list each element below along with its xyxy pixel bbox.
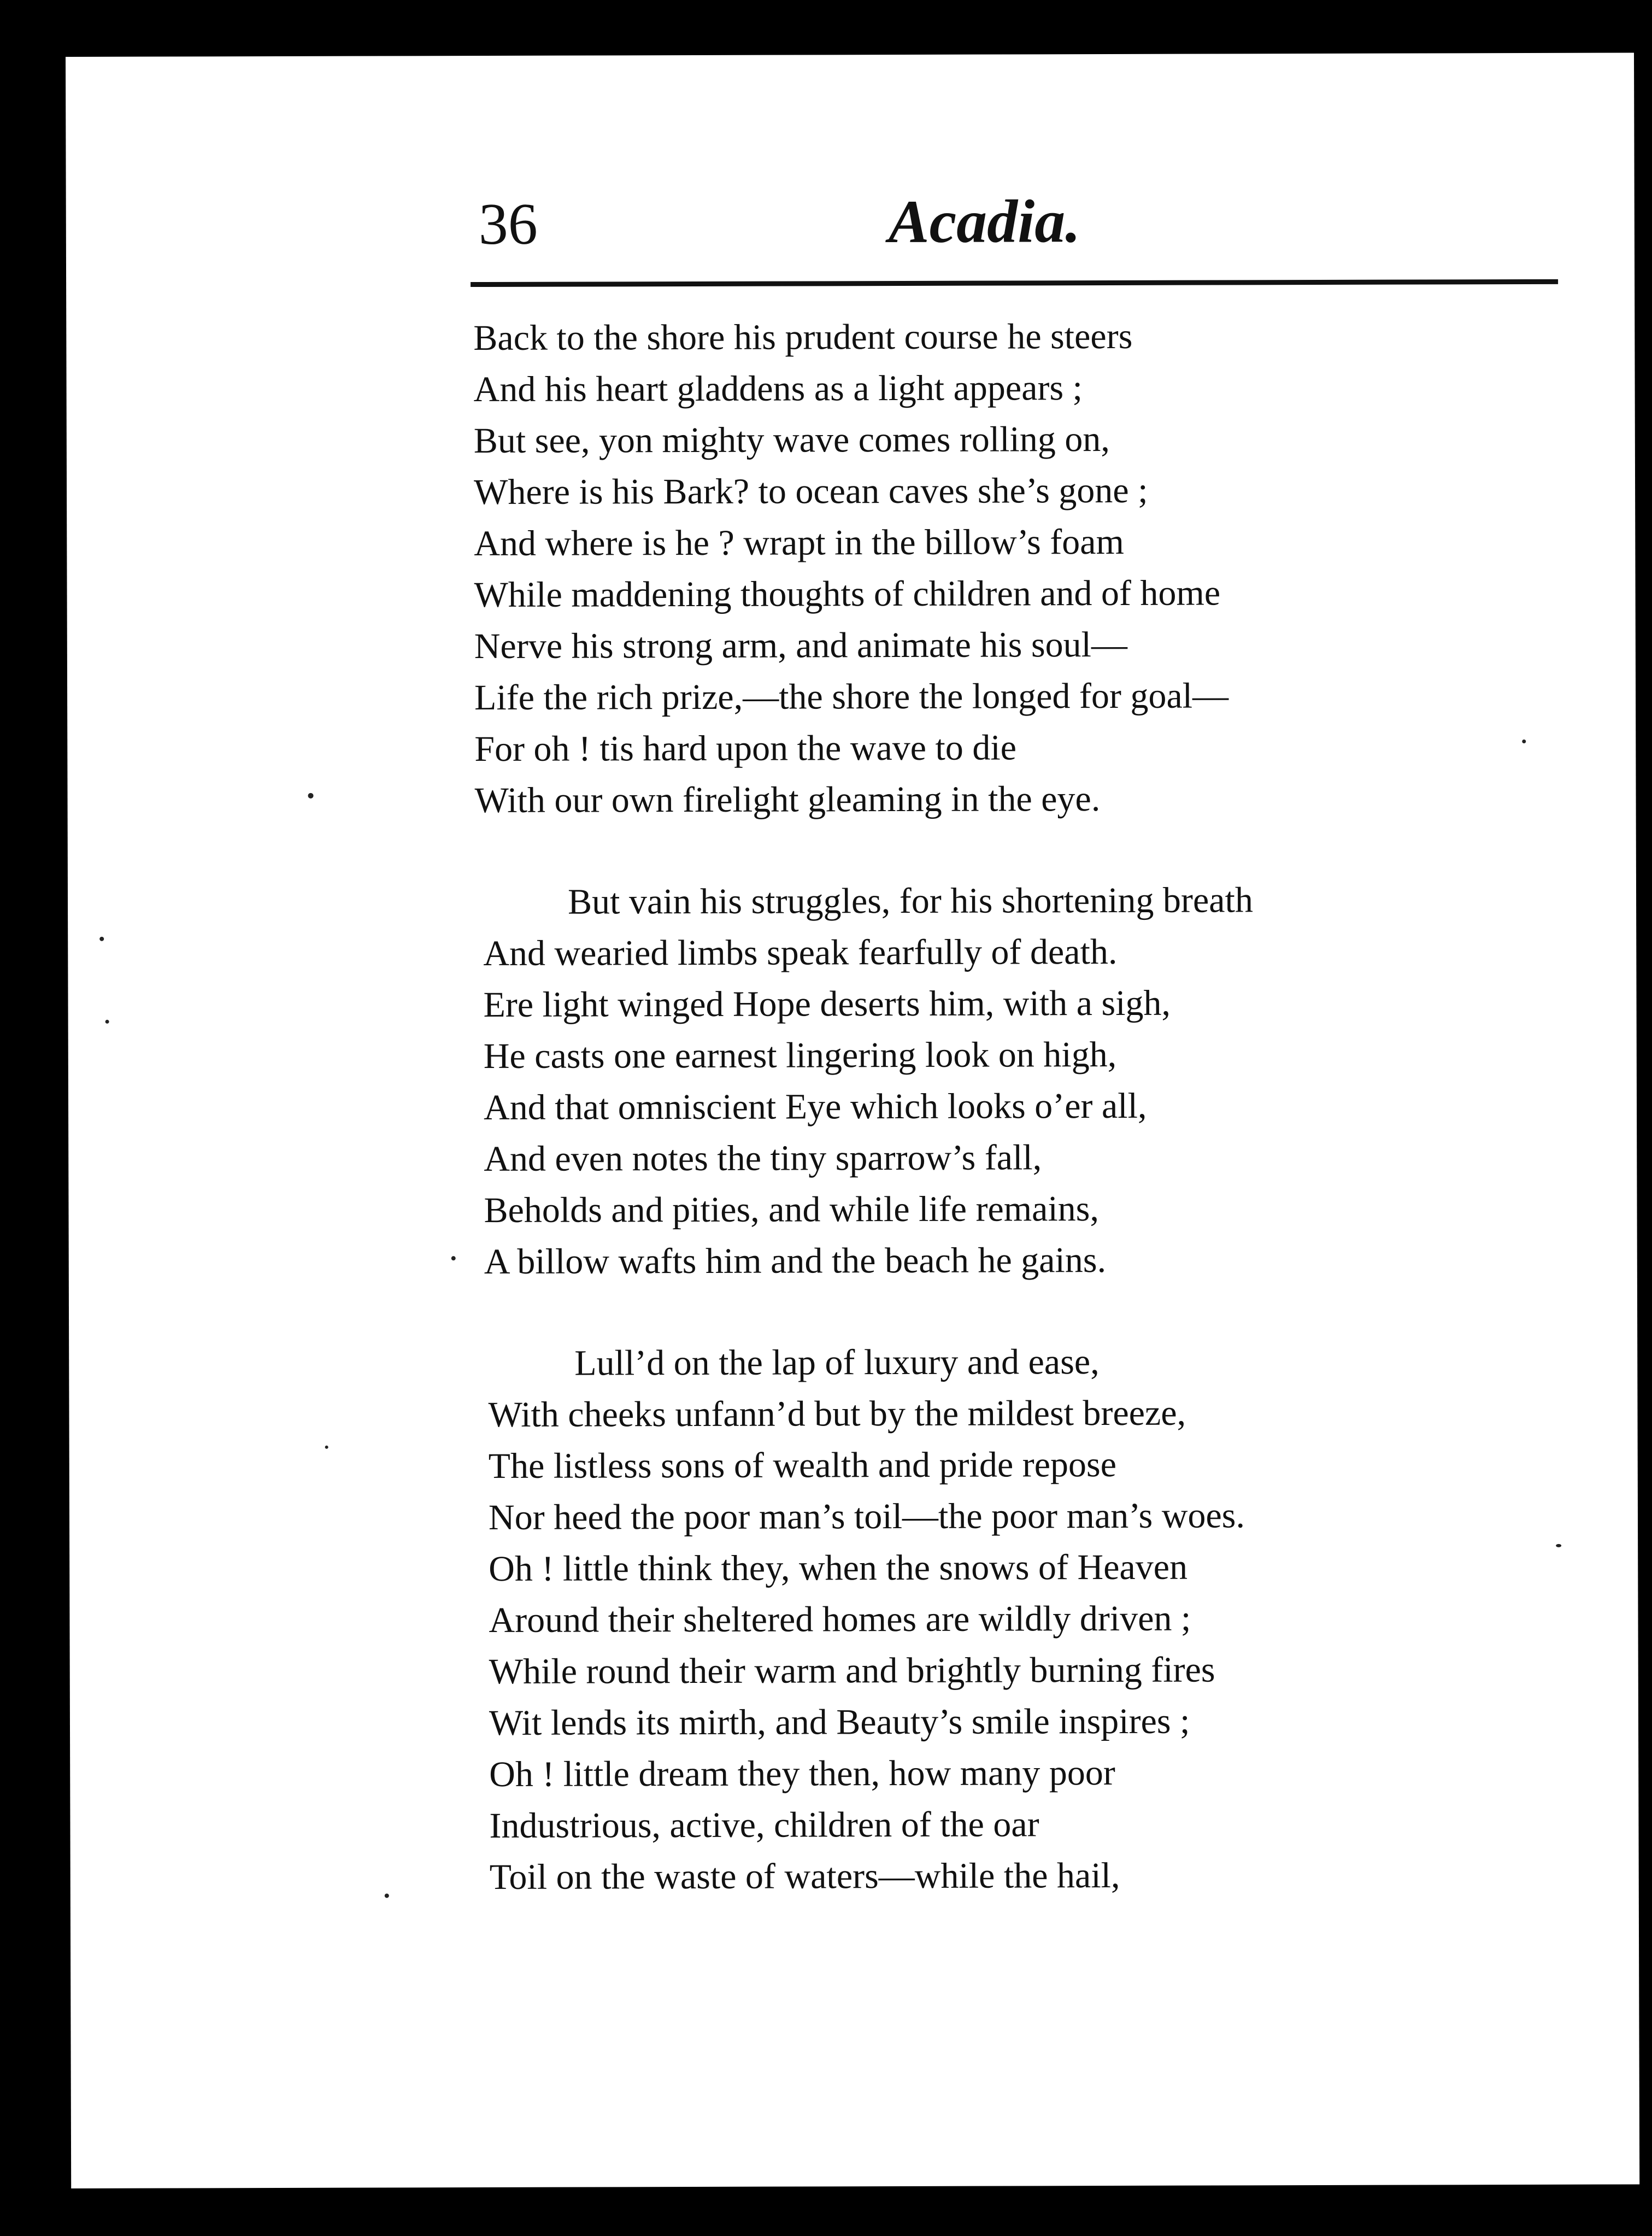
verse-line: A billow wafts him and the beach he gains. <box>484 1240 1107 1282</box>
stanza-3 <box>476 1335 1625 1903</box>
scan-speck <box>105 1020 109 1024</box>
verse-line: For oh ! tis hard upon the wave to die <box>474 727 1017 770</box>
verse-line: And where is he ? wrapt in the billow’s foam <box>474 521 1124 564</box>
stanza-1 <box>473 310 1622 826</box>
verse-line: He casts one earnest lingering look on high, <box>483 1034 1117 1077</box>
verse-line: With cheeks unfann’d but by the mildest breeze, <box>488 1393 1186 1435</box>
verse-line-indented: Lull’d on the lap of luxury and ease, <box>574 1342 1100 1383</box>
verse-line: And that omniscient Eye which looks o’er all, <box>483 1085 1147 1128</box>
scan-speck <box>385 1893 389 1898</box>
verse-line: And his heart gladdens as a light appears ; <box>473 368 1083 410</box>
verse-line: Nerve his strong arm, and animate his soul— <box>474 624 1128 667</box>
verse-line: Life the rich prize,—the shore the longed for goal— <box>474 676 1229 718</box>
verse-line: And wearied limbs speak fearfully of death. <box>483 931 1118 974</box>
verse-line: While round their warm and brightly burning fires <box>489 1650 1215 1692</box>
scan-speck <box>451 1256 456 1260</box>
verse-line: Around their sheltered homes are wildly driven ; <box>489 1598 1191 1640</box>
scan-speck <box>99 937 104 941</box>
running-title: Acadia. <box>888 187 1081 256</box>
verse-line: Industrious, active, children of the oar <box>489 1804 1039 1846</box>
verse-line: Ere light winged Hope deserts him, with a sigh, <box>483 983 1171 1025</box>
verse-line: Where is his Bark? to ocean caves she’s gone ; <box>473 470 1148 513</box>
verse-line: While maddening thoughts of children and of home <box>474 573 1221 615</box>
verse-line: Nor heed the poor man’s toil—the poor man’s woes. <box>488 1495 1245 1537</box>
verse-line: With our own firelight gleaming in the eye. <box>474 779 1101 821</box>
verse-line: Wit lends its mirth, and Beauty’s smile inspires ; <box>489 1701 1190 1743</box>
verse-line: The listless sons of wealth and pride repose <box>488 1444 1117 1486</box>
verse-line: Oh ! little dream they then, how many poor <box>489 1752 1115 1794</box>
verse-line: Beholds and pities, and while life remains, <box>484 1189 1100 1231</box>
header-rule <box>471 279 1558 287</box>
verse-line: Oh ! little think they, when the snows of Heaven <box>489 1547 1188 1589</box>
stanza-2 <box>475 874 1624 1288</box>
scan-speck <box>1556 1544 1561 1547</box>
verse-line: And even notes the tiny sparrow’s fall, <box>484 1137 1042 1179</box>
scan-speck <box>308 793 314 799</box>
scan-speck <box>1522 740 1526 743</box>
verse-line-indented: But vain his struggles, for his shortening breath <box>567 880 1253 922</box>
verse-line: But see, yon mighty wave comes rolling on, <box>473 419 1110 461</box>
verse-line: Toil on the waste of waters—while the hail, <box>489 1855 1120 1897</box>
scan-speck <box>325 1446 328 1449</box>
verse-line: Back to the shore his prudent course he steers <box>473 316 1133 359</box>
book-page <box>66 52 1639 2188</box>
page-number: 36 <box>478 191 538 257</box>
poem-body <box>473 310 1625 1903</box>
